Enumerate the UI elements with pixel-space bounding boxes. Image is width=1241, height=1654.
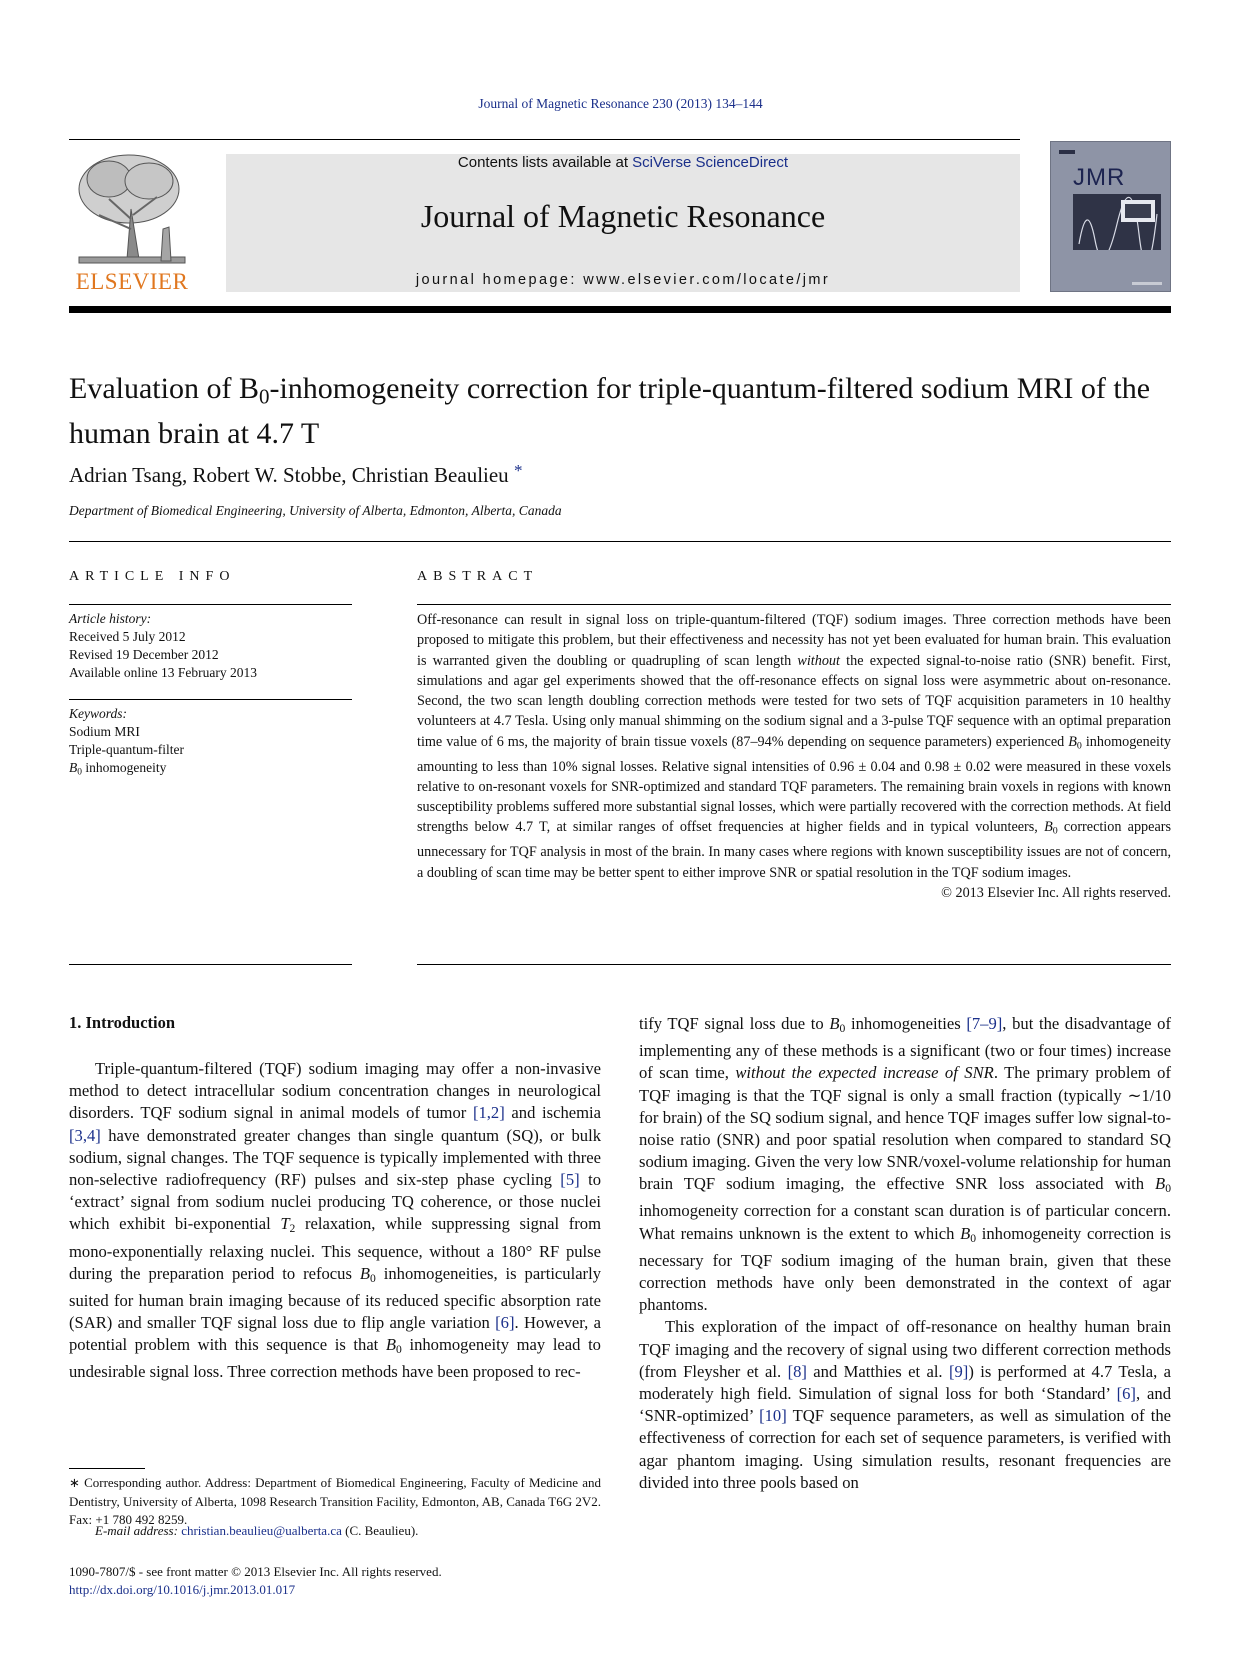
abstract-rule xyxy=(417,604,1171,605)
author-list xyxy=(69,461,522,488)
article-info-heading: ARTICLE INFO xyxy=(69,569,236,584)
corresponding-author-footnote: ∗ Corresponding author. Address: Department of Biomedical Engineering, Faculty of Medicine and Dentistry, University of Alberta, 1098 Research Transition Facility, Edmonton, AB, Canada T6G 2V2. Fax: +1 780 492 8259. xyxy=(69,1475,601,1527)
abstract-rule xyxy=(417,964,1171,965)
elsevier-tree-icon xyxy=(69,149,195,267)
revised-date: Revised 19 December 2012 xyxy=(69,647,219,662)
citation-link[interactable]: [6] xyxy=(495,1313,515,1333)
received-date: Received 5 July 2012 xyxy=(69,629,186,644)
keyword: Triple-quantum-filter xyxy=(69,742,184,757)
citation-link[interactable]: [7–9] xyxy=(966,1014,1003,1033)
keyword: $B_0$ inhomogeneity xyxy=(69,760,167,778)
abstract-copyright: © 2013 Elsevier Inc. All rights reserved. xyxy=(941,884,1171,901)
affiliation: Department of Biomedical Engineering, University of Alberta, Edmonton, Alberta, Canada xyxy=(69,503,562,518)
cover-image xyxy=(1073,194,1161,250)
citation-link[interactable]: [6] xyxy=(1116,1383,1136,1403)
citation-link[interactable]: [8] xyxy=(787,1361,807,1381)
keywords xyxy=(69,705,349,781)
corresponding-author-link[interactable]: * xyxy=(513,461,523,480)
journal-cover-thumbnail[interactable] xyxy=(1050,141,1171,292)
cover-title: JMR xyxy=(1073,164,1126,191)
email-label: E-mail address: xyxy=(95,1523,182,1538)
contents-prefix: Contents lists available at xyxy=(457,154,633,171)
article-info-rule xyxy=(69,964,352,965)
citation-link[interactable]: [9] xyxy=(948,1361,969,1381)
abstract-text: Off-resonance can result in signal loss on triple-quantum-filtered (TQF) sodium images. Three correction methods have been proposed to mitigate this problem, but their effectiveness and necessity has not yet been evaluated for human brain. This evaluation is warranted given the doubling or quadrupling of scan length without the expected signal-to-noise ratio (SNR) benefit. First, simulations and agar gel experiments showed that the off-resonance effects on signal loss were asymmetric about on-resonance. Second, the two scan length doubling correction methods were tested for two sets of TQF acquisition parameters in 10 healthy volunteers at 4.7 Tesla. Using only manual shimming on the sodium signal and a 3-pulse TQF sequence with an optimal preparation time value of 6 ms, the majority of brain tissue voxels (87–94% depending on sequence parameters) experienced $B_0$ inhomogeneity amounting to less than 10% signal losses. Relative signal intensities of 0.96 ± 0.04 and 0.98 ± 0.02 were measured in these voxels relative to on-resonant voxels for SNR-optimized and standard TQF parameters. The remaining brain voxels in regions with known susceptibility problems suffered more substantial signal losses, which were partially recovered with the correction methods. At field strengths below 4.7 T, at similar ranges of offset frequencies at higher fields and in typical volunteers, $B_0$ correction appears unnecessary for TQF analysis in most of the brain. In many cases where regions with known susceptibility issues are not of concern, a doubling of scan time may be better spent to either improve SNR or spatial resolution in the TQF sodium images. © 2013 Elsevier Inc. All rights reserved. xyxy=(417,610,1171,903)
online-date: Available online 13 February 2013 xyxy=(69,665,257,680)
intro-paragraph: tify TQF signal loss due to $B_0$ inhomogeneities [7–9], but the disadvantage of implementing any of these methods is a significant (two or four times) increase of scan time, without the expected increase of SNR. The primary problem of TQF imaging is that the TQF signal is only a small fraction (typically ∼1/10 for brain) of the SQ sodium signal, and hence TQF images suffer low signal-to-noise ratio (SNR) and poor spatial resolution when compared to standard SQ sodium imaging. Given the very low SNR/voxel-volume relationship for human brain TQF sodium imaging, the effective SNR loss associated with $B_0$ inhomogeneity correction for a constant scan duration is of particular concern. What remains unknown is the extent to which $B_0$ inhomogeneity correction is necessary for TQF sodium imaging of the human brain, given that these correction methods have only been demonstrated in the context of agar phantoms. xyxy=(639,1014,1172,1315)
authors: Adrian Tsang, Robert W. Stobbe, Christian Beaulieu xyxy=(69,463,509,487)
article-history xyxy=(69,610,349,682)
abstract-heading: ABSTRACT xyxy=(417,569,539,584)
sciencedirect-link[interactable]: SciVerse ScienceDirect xyxy=(632,154,789,171)
contents-line xyxy=(226,154,1020,171)
section-heading: 1. Introduction xyxy=(69,1013,176,1032)
section-rule xyxy=(69,541,1171,542)
citation-link[interactable]: [5] xyxy=(560,1170,580,1190)
history-label: Article history: xyxy=(69,611,152,626)
footnote-rule xyxy=(69,1468,145,1469)
elsevier-wordmark: ELSEVIER xyxy=(75,269,189,294)
body-column-left xyxy=(69,1013,601,1384)
keywords-label: Keywords: xyxy=(69,706,127,721)
journal-masthead xyxy=(226,154,1020,292)
citation-link[interactable]: [1,2] xyxy=(472,1103,505,1123)
header-rule xyxy=(69,139,1020,140)
intro-paragraph: Triple-quantum-filtered (TQF) sodium imaging may offer a non-invasive method to detect intracellular sodium concentration changes in neurological disorders. TQF sodium signal in animal models of tumor [1,2] and ischemia [3,4] have demonstrated greater changes than single quantum (SQ), or bulk sodium, signal changes. The TQF sequence is typically implemented with three non-selective radiofrequency (RF) pulses and six-step phase cycling [5] to ‘extract’ signal from sodium nuclei producing TQ coherence, or those nuclei which exhibit bi-exponential $T_2$ relaxation, while suppressing signal from mono-exponentially relaxing nuclei. This sequence, without a 180° RF pulse during the preparation period to refocus $B_0$ inhomogeneities, is particularly suited for human brain imaging because of its reduced specific absorption rate (SAR) and smaller TQF signal loss due to flip angle variation [6]. However, a potential problem with this sequence is that $B_0$ inhomogeneity may lead to undesirable signal loss. Three correction methods have been proposed to rec- xyxy=(69,1059,602,1382)
journal-homepage-link[interactable]: journal homepage: www.elsevier.com/locate/jmr xyxy=(415,272,831,288)
cover-graphic-icon xyxy=(1073,194,1161,250)
issn-block xyxy=(69,1563,442,1599)
elsevier-logo[interactable] xyxy=(69,149,195,295)
issn-line: 1090-7807/$ - see front matter © 2013 Elsevier Inc. All rights reserved. xyxy=(69,1564,442,1579)
cover-decoration xyxy=(1059,150,1075,154)
intro-paragraph: This exploration of the impact of off-resonance on healthy human brain TQF imaging and the recovery of signal using two different correction methods (from Fleysher et al. [8] and Matthies et al. [9]) is performed at 4.7 Tesla, a moderately high field. Simulation of signal loss for both ‘Standard’ [6], and ‘SNR-optimized’ [10] TQF sequence parameters, as well as simulation of the effectiveness of correction for each set of sequence parameters, is verified with agar phantom imaging. Using simulation results, resonant frequencies are divided into three pools based on xyxy=(639,1317,1172,1492)
masthead-rule xyxy=(69,306,1171,313)
email-line: E-mail address: christian.beaulieu@ualberta.ca (C. Beaulieu). xyxy=(95,1523,419,1538)
body-column-right xyxy=(639,1013,1171,1494)
email-link[interactable]: christian.beaulieu@ualberta.ca xyxy=(181,1523,342,1538)
article-info-rule xyxy=(69,699,352,700)
cover-decoration xyxy=(1132,282,1162,285)
article-info-rule xyxy=(69,604,352,605)
journal-name: Journal of Magnetic Resonance xyxy=(420,198,826,234)
citation-link[interactable]: [3,4] xyxy=(69,1125,101,1145)
journal-reference[interactable]: Journal of Magnetic Resonance 230 (2013) 134–144 xyxy=(478,96,763,111)
keyword: Sodium MRI xyxy=(69,724,140,739)
doi-link[interactable]: http://dx.doi.org/10.1016/j.jmr.2013.01.017 xyxy=(69,1582,296,1597)
citation-link[interactable]: [10] xyxy=(759,1406,787,1426)
article-title: Evaluation of $B_0$-inhomogeneity correction for triple-quantum-filtered sodium MRI of the human brain at 4.7 T xyxy=(69,372,1151,451)
